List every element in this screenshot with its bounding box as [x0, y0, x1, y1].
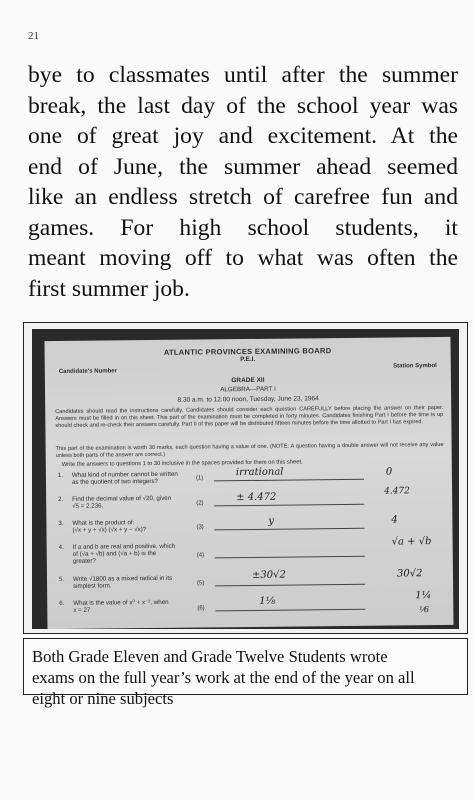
exam-subject: ALGEBRA—PART I	[220, 385, 276, 394]
question-text: √5 = 2.236.	[72, 502, 104, 510]
question-text: What kind of number cannot be written	[71, 470, 178, 479]
exam-instructions: Candidates should read the instructions carefully. Candidates should consider each question CAREFULLY before placing the answer on their paper. Answers must be filled in on this sheet. This part of the examination must be completed in forty minutes. Candidates finishing Part I before the time is up should check and re-check their answers carefully. Part II of this paper will be distributed fifteen minutes before the time allotted to Part I has expired.	[55, 404, 444, 429]
answer-number: (3)	[196, 524, 204, 531]
question-text: greater?	[72, 557, 96, 565]
question-text: If a and b are real and positive, which	[72, 542, 176, 551]
question-number: 3.	[58, 519, 64, 527]
question-text: Find the decimal value of √20, given	[72, 494, 172, 503]
page-number: 21	[28, 30, 39, 42]
handwritten-answer: 30√2	[396, 568, 423, 580]
answer-line	[214, 504, 364, 507]
question-text: of (√a + √b) and (√a + b) is the	[72, 549, 157, 558]
handwritten-answer: ±30√2	[251, 569, 286, 581]
photo-caption-box	[23, 638, 468, 708]
question-text: What is the value of x⁰ + x⁻², when	[73, 598, 169, 607]
answer-line	[215, 609, 365, 612]
exam-paper	[45, 337, 454, 629]
body-line: first summer job.	[28, 275, 190, 302]
question-text: simplest form.	[73, 582, 112, 590]
photo-caption	[32, 646, 460, 709]
question-text: x = 27	[73, 606, 91, 614]
body-line: bye to classmates until after the summer	[28, 62, 458, 88]
question	[47, 536, 453, 574]
body-text	[28, 60, 458, 304]
station-symbol-label: Station Symbol	[393, 363, 437, 370]
question-text: as the quotient of two integers?	[71, 477, 159, 486]
question-text: What is the product of:	[72, 519, 135, 527]
answer-number: (4)	[196, 552, 205, 559]
handwritten-answer: ± 4.472	[236, 491, 277, 504]
handwritten-answer: 4	[391, 514, 398, 526]
body-line: games. For high school students, it	[28, 214, 458, 241]
body-line: end of June, the summer ahead seemed	[28, 153, 458, 180]
question-number: 4.	[58, 543, 64, 551]
handwritten-answer: 0	[385, 466, 393, 478]
answer-line	[215, 556, 365, 559]
exam-write-note: Write the answers to questions 1 to 30 inclusive in the spaces provided for them on this sheet.	[61, 459, 303, 468]
exam-grade: GRADE XII	[231, 376, 265, 385]
body-line: like an endless stretch of carefree fun and	[28, 184, 458, 210]
handwritten-answer: irrational	[235, 466, 284, 479]
handwritten-answer: ⅟6	[419, 605, 430, 615]
answer-number: (6)	[197, 605, 205, 612]
caption-line: Both Grade Eleven and Grade Twelve Students wrote	[32, 647, 388, 666]
body-line: one of great joy and excitement. At the	[28, 123, 458, 149]
answer-line	[214, 528, 364, 531]
handwritten-answer: 1¼	[415, 590, 432, 602]
handwritten-answer: 1⅛	[259, 595, 276, 607]
answer-number: (2)	[196, 500, 204, 507]
candidate-number-label: Candidate's Number	[58, 368, 117, 375]
exam-photo	[32, 329, 459, 629]
question	[47, 590, 453, 628]
question-text: (√x + y + √x) (√x + y − √x)?	[72, 526, 147, 534]
answer-line	[214, 479, 364, 482]
answer-line	[215, 584, 365, 587]
handwritten-answer: 4.472	[384, 486, 410, 497]
exam-part-note: This part of the examination is worth 30 marks, each question having a value of one. (NOTE: A question having a double answer will not receive any value unless both parts of the answer are correct.)	[55, 441, 444, 459]
exam-board-title: ATLANTIC PROVINCES EXAMINING BOARD	[163, 346, 332, 357]
answer-number: (1)	[195, 475, 204, 482]
question-text: Write √1800 as a mixed radical in its	[72, 574, 173, 583]
exam-province: P.E.I.	[240, 355, 256, 364]
body-line: break, the last day of the school year was	[28, 92, 458, 119]
caption-line: exams on the full year’s work at the end of the year on all	[32, 668, 415, 687]
exam-time: 8.30 a.m. to 12.00 noon, Tuesday, June 23, 1964	[177, 395, 319, 404]
answer-number: (5)	[197, 580, 205, 587]
question-number: 1.	[57, 471, 64, 480]
question-number: 6.	[59, 599, 65, 607]
question-number: 5.	[58, 575, 65, 583]
caption-line: eight or nine subjects	[32, 689, 174, 708]
body-line: meant moving off to what was often the	[28, 245, 458, 271]
exam-photo-frame	[23, 322, 468, 634]
question-number: 2.	[58, 495, 64, 503]
handwritten-answer: √a + √b	[391, 536, 432, 548]
handwritten-answer: y	[268, 515, 275, 527]
